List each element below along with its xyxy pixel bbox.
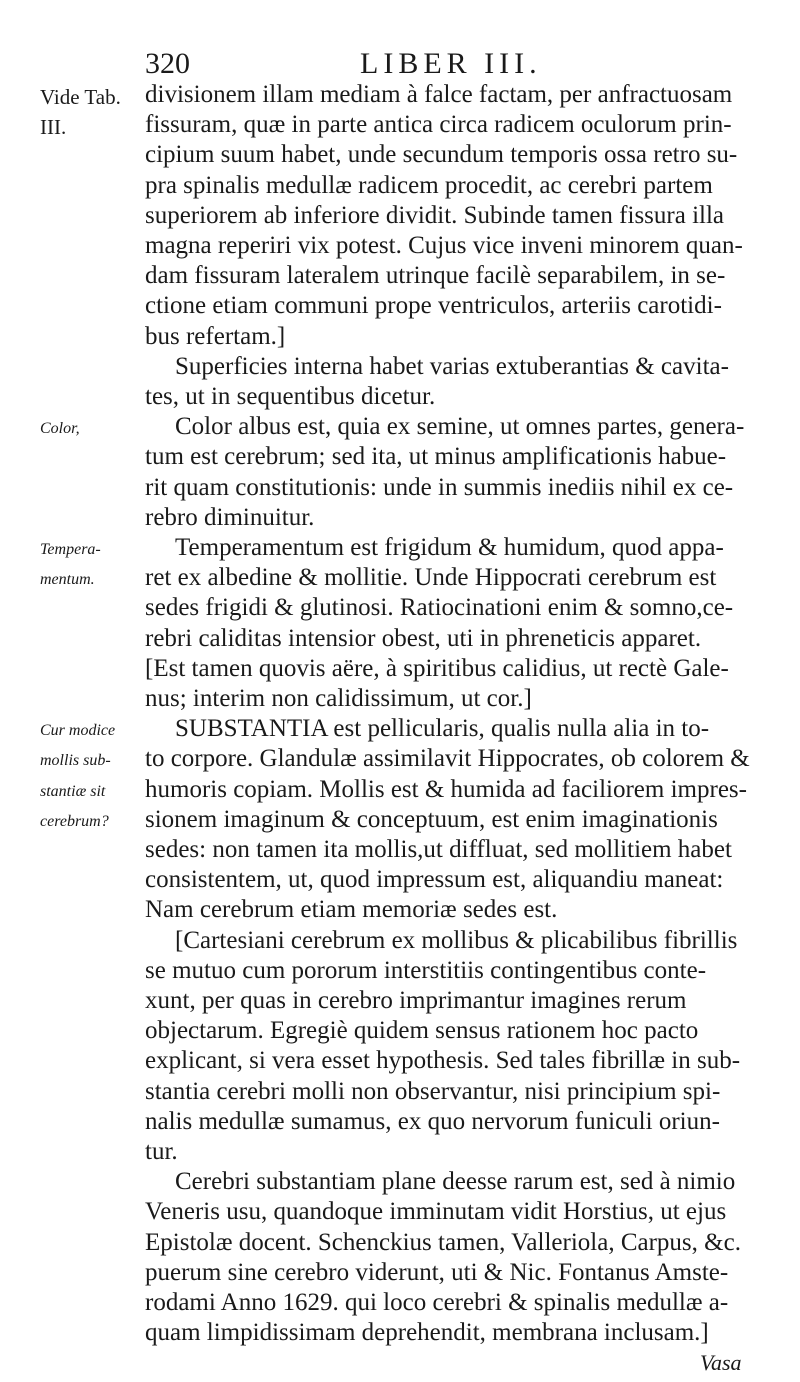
text-line: sedes: non tamen ita mollis,ut diffluat, sed mollitiem habet xyxy=(145,836,732,863)
text-line: bus refertam.] xyxy=(145,322,286,350)
text-line: consistentem, ut, quod impressum est, aliquandiu maneat: xyxy=(145,866,724,894)
text-line: nus; interim non calidissimum, ut cor.] xyxy=(145,685,532,712)
text-line: xunt, per quas in cerebro imprimantur imagines rerum xyxy=(145,987,687,1014)
text-line: se mutuo cum pororum interstitiis contingentibus conte- xyxy=(145,956,707,984)
text-line: cipium suum habet, unde secundum temporis ossa retro su- xyxy=(145,141,738,169)
text-line: pra spinalis medullæ radicem procedit, ac cerebri partem xyxy=(145,171,713,199)
margin-note-color: Color, xyxy=(40,420,80,438)
text-line: tur. xyxy=(145,1138,178,1165)
text-line: rebri caliditas intensior obest, uti in phreneticis apparet. xyxy=(145,624,702,652)
text-line: quam limpidissimam deprehendit, membrana inclusam.] xyxy=(145,1319,709,1347)
text-line: fissuram, quæ in parte antica circa radicem oculorum prin- xyxy=(145,111,732,139)
running-head: LIBER III. xyxy=(360,47,542,80)
text-line: Veneris usu, quandoque imminutam vidit Horstius, ut ejus xyxy=(145,1198,727,1226)
text-line: explicant, si vera esset hypothesis. Sed tales fibrillæ in sub- xyxy=(145,1047,741,1075)
text-line: ctione etiam communi prope ventriculos, arteriis carotidi- xyxy=(145,292,722,320)
text-line: [Est tamen quovis aëre, à spiritibus calidius, ut rectè Gale- xyxy=(145,654,729,682)
text-line: dam fissuram lateralem utrinque facilè separabilem, in se- xyxy=(145,262,726,290)
text-line: humoris copiam. Mollis est & humida ad faciliorem impres- xyxy=(145,775,747,803)
text-line: Epistolæ docent. Schenckius tamen, Valleriola, Carpus, &c. xyxy=(145,1228,741,1256)
text-line: sedes frigidi & glutinosi. Ratiocinationi enim & somno,ce- xyxy=(145,594,734,622)
margin-note-tab-number: III. xyxy=(40,115,67,140)
text-line: Color albus est, quia ex semine, ut omnes partes, genera- xyxy=(175,413,745,441)
text-line: magna reperiri vix potest. Cujus vice inveni minorem quan- xyxy=(145,232,743,259)
text-line: SUBSTANTIA est pellicularis, qualis nulla alia in to- xyxy=(175,715,710,743)
text-line: superiorem ab inferiore dividit. Subinde tamen fissura illa xyxy=(145,201,725,229)
margin-note-substantiae: stantiæ sit xyxy=(40,782,106,800)
text-line: sionem imaginum & conceptuum, est enim imaginationis xyxy=(145,805,718,833)
text-line: Superficies interna habet varias extuberantias & cavita- xyxy=(175,352,729,380)
text-line: puerum sine cerebro viderunt, uti & Nic. Fontanus Amste- xyxy=(145,1258,729,1286)
page-number: 320 xyxy=(145,47,190,80)
text-line: nalis medullæ sumamus, ex quo nervorum funiculi oriun- xyxy=(145,1107,720,1135)
margin-note-cur-modice: Cur modice xyxy=(40,722,116,740)
text-line: stantia cerebri molli non observantur, nisi principium spi- xyxy=(145,1077,721,1105)
text-line: ret ex albedine & mollitie. Unde Hippocrati cerebrum est xyxy=(145,564,717,592)
text-line: tum est cerebrum; sed ita, ut minus amplificationis habue- xyxy=(145,443,727,471)
text-line: objectarum. Egregiè quidem sensus rationem hoc pacto xyxy=(145,1017,699,1045)
text-line: tes, ut in sequentibus dicetur. xyxy=(145,383,436,410)
catchword: Vasa xyxy=(700,1350,742,1376)
text-line: to corpore. Glandulæ assimilavit Hippocrates, ob colorem & xyxy=(145,745,750,773)
text-line: rebro diminuitur. xyxy=(145,503,315,531)
margin-note-mentum: mentum. xyxy=(40,571,95,589)
text-line: Nam cerebrum etiam memoriæ sedes est. xyxy=(145,896,558,924)
margin-note-mollis: mollis sub- xyxy=(40,752,111,770)
text-line: [Cartesiani cerebrum ex mollibus & plicabilibus fibrillis xyxy=(175,926,738,954)
text-line: rit quam constitutionis: unde in summis inediis nihil ex ce- xyxy=(145,473,734,501)
text-line: divisionem illam mediam à falce factam, per anfractuosam xyxy=(145,81,733,108)
margin-note-vide-tab: Vide Tab. xyxy=(40,85,121,109)
text-line: Cerebri substantiam plane deesse rarum est, sed à nimio xyxy=(175,1168,736,1196)
margin-note-cerebrum: cerebrum? xyxy=(40,812,109,830)
text-line: rodami Anno 1629. qui loco cerebri & spinalis medullæ a- xyxy=(145,1289,729,1316)
text-line: Temperamentum est frigidum & humidum, quod appa- xyxy=(175,534,724,561)
margin-note-tempera: Tempera- xyxy=(40,541,101,558)
